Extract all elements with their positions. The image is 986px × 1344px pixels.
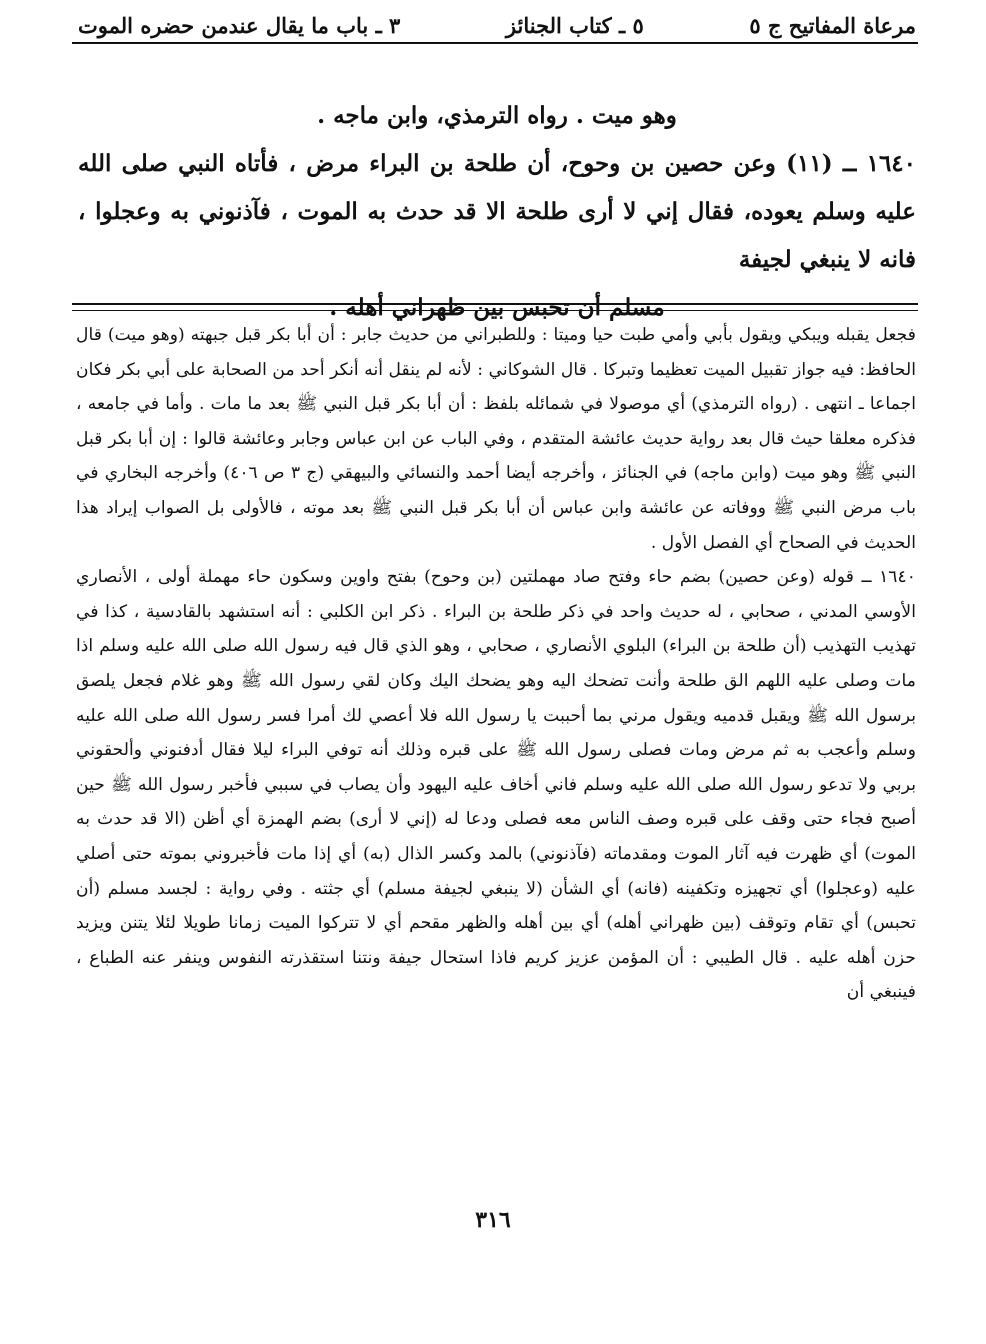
page-number: ٣١٦ xyxy=(475,1207,511,1233)
section-separator-rule xyxy=(72,303,918,311)
header-bab: ٣ ـ باب ما يقال عندمن حضره الموت xyxy=(78,12,401,38)
header-rule xyxy=(72,42,918,44)
commentary-paragraph-1: فجعل يقبله ويبكي ويقول بأبي وأمي طبت حيا وميتا : وللطبراني من حديث جابر : أن أبا بكر قبل جبهته (وهو ميت) قال الحافظ: فيه جواز تقبيل الميت تعظيما وتبركا . قال الشوكاني : لأنه لم ينقل أنه أنكر أحد من الصحابة على أبي بكر فكان اجماعا ـ انتهى . (رواه الترمذي) أي موصولا في شمائله بلفظ : أن أبا بكر قبل النبي ﷺ بعد ما مات . وأما في جامعه ، فذكره معلقا حيث قال بعد رواية حديث عائشة المتقدم ، وفي الباب عن ابن عباس وجابر وعائشة قالوا : إن أبا بكر قبل النبي ﷺ وهو ميت (وابن ماجه) في الجنائز ، وأخرجه أيضا أحمد والنسائي والبيهقي (ج ٣ ص ٤٠٦) وأخرجه البخاري في باب مرض النبي ﷺ ووفاته عن عائشة وابن عباس أن أبا بكر قبل النبي ﷺ بعد موته ، فالأولى بل الصواب إيراد هذا الحديث في الصحاح أي الفصل الأول . xyxy=(76,325,916,553)
running-header xyxy=(78,10,916,40)
hadith-1640: ١٦٤٠ ــ (١١) وعن حصين بن وحوح، أن طلحة بن البراء مرض ، فأتاه النبي صلى الله عليه وسلم يعوده، فقال إني لا أرى طلحة الا قد حدث به الموت ، فآذنوني به وعجلوا ، فانه لا ينبغي لجيفة xyxy=(78,150,917,273)
commentary-block xyxy=(76,318,916,1010)
header-book-title: مرعاة المفاتيح ج ٥ xyxy=(749,12,916,38)
commentary-paragraph-2: ١٦٤٠ ــ قوله (وعن حصين) بضم حاء وفتح صاد مهملتين (بن وحوح) بفتح واوين وسكون حاء مهملة أولى ، الأنصاري الأوسي المدني ، صحابي ، له حديث واحد في ذكر طلحة بن البراء . ذكر ابن الكلبي : أنه استشهد بالقادسية ، كذا في تهذيب التهذيب (أن طلحة بن البراء) البلوي الأنصاري ، صحابي ، وهو الذي قال فيه رسول الله صلى الله عليه وسلم اذا مات وصلى عليه اللهم الق طلحة وأنت تضحك اليه وهو يضحك اليك وكان لقي رسول الله ﷺ وهو غلام فجعل يلصق برسول الله ﷺ ويقبل قدميه ويقول مرني بما أحببت يا رسول الله فلا أعصي لك أمرا فسر رسول الله صلى الله عليه وسلم وأعجب به ثم مرض ومات فصلى رسول الله ﷺ على قبره وذلك أنه توفي البراء ليلا فقال أدفنوني وألحقوني بربي ولا تدعو رسول الله صلى الله عليه وسلم فاني أخاف عليه اليهود وأن يصاب في سببي فأخبر رسول الله ﷺ حين أصبح فجاء حتى وقف على قبره وصف الناس معه فصلى ودعا له (إني لا أرى) بضم الهمزة أي أظن (الا قد حدث به الموت) أي ظهرت فيه آثار الموت ومقدماته (فآذنوني) بالمد وكسر الذال (به) أي إذا مات فأخبروني بموته حتى أصلي عليه (وعجلوا) أي تجهيزه وتكفينه (فانه) أي الشأن (لا ينبغي لجيفة مسلم) أي جثته . وفي رواية : لجسد مسلم (أن تحبس) أي تقام وتوقف (بين ظهراني أهله) أي بين أهله والظهر مقحم أي لا تتركوا الميت زمانا طويلا لئلا يتنن ويزيد حزن أهله عليه . قال الطيبي : أن المؤمن عزيز كريم فاذا استحال جيفة ونتنا استقذرته النفوس وينفر عنه الطباع ، فينبغي أن xyxy=(76,567,916,1003)
header-kitab: ٥ ـ كتاب الجنائز xyxy=(505,12,644,38)
hadith-line-previous-ending: وهو ميت . رواه الترمذي، وابن ماجه . xyxy=(317,102,677,129)
hadith-1640-ending: مسلم أن تحبس بين ظهراني أهله . xyxy=(329,294,665,321)
hadith-text-block xyxy=(78,92,916,332)
